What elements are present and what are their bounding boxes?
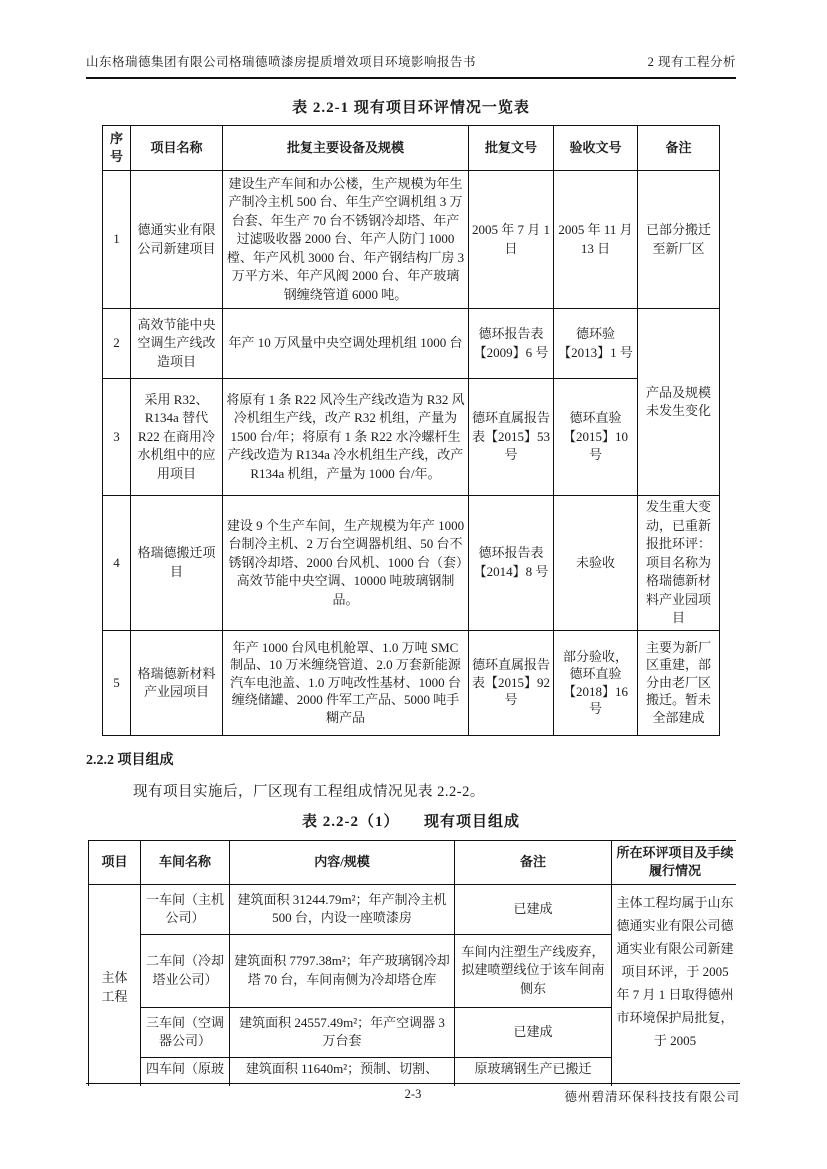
content-cell: 建筑面积 7797.38m²；年产玻璃钢冷却塔 70 台，车间南侧为冷却塔仓库: [230, 934, 455, 1007]
table1-row: [103, 496, 720, 631]
table1-row: [103, 630, 720, 735]
column-header-scale: 批复主要设备及规模: [223, 126, 469, 171]
workshop-cell: 三车间（空调器公司）: [141, 1007, 230, 1057]
remark-cell: 主要为新厂区重建，部分由老厂区搬迁。暂未全部建成: [638, 630, 720, 735]
project-name-cell: 格瑞德搬迁项目: [131, 496, 223, 631]
serial-cell: 5: [103, 630, 131, 735]
serial-cell: 3: [103, 379, 131, 496]
table2-clipped-region: [88, 840, 736, 1086]
column-header-approval-doc: 批复文号: [469, 126, 554, 171]
scale-cell: 将原有 1 条 R22 风冷生产线改造为 R32 风冷机组生产线，改产 R32 机组，产量为 1500 台/年；将原有 1 条 R22 水冷螺杆生产线改造为 R134a 冷水机组生产线，改产 R134a 机组，产量为 1000 台/年。: [223, 379, 469, 496]
acceptance-doc-cell: 德环验【2013】1 号: [554, 309, 638, 379]
table1-row: [103, 379, 720, 496]
project-group-cell: 主体工程: [89, 884, 141, 1086]
column-header-serial: 序号: [103, 126, 131, 171]
remark-cell: 已部分搬迁至新厂区: [638, 171, 720, 309]
scale-cell: 年产 1000 台风电机舱罩、1.0 万吨 SMC 制品、10 万米缠绕管道、2.0 万套新能源汽车电池盖、1.0 万吨改性基材、1000 台缠绕储罐、2000 件军工产品、5000 吨手糊产品: [223, 630, 469, 735]
remark-cell: 已建成: [455, 1007, 612, 1057]
serial-cell: 1: [103, 171, 131, 309]
acceptance-doc-cell: 未验收: [554, 496, 638, 631]
approval-doc-cell: 德环直属报告表【2015】92 号: [469, 630, 554, 735]
column-header-project: 项目: [89, 840, 141, 884]
table-existing-project-composition: [88, 840, 736, 1086]
table2-header-row: [89, 840, 737, 884]
table1-header-row: [103, 126, 720, 171]
page-footer: [86, 1083, 740, 1105]
eia-status-cell: 主体工程均属于山东德通实业有限公司德通实业有限公司新建项目环评，于 2005 年 7 月 1 日取得德州市环境保护局批复，于 2005: [612, 884, 737, 1086]
column-header-workshop: 车间名称: [141, 840, 230, 884]
remark-cell: 车间内注塑生产线废弃，拟建喷塑线位于该车间南侧东: [455, 934, 612, 1007]
project-name-cell: 采用 R32、R134a 替代 R22 在商用冷水机组中的应用项目: [131, 379, 223, 496]
page-header: [86, 52, 736, 79]
body-paragraph: 现有项目实施后，厂区现有工程组成情况见表 2.2-2。: [133, 783, 485, 800]
column-header-content-scale: 内容/规模: [230, 840, 455, 884]
approval-doc-cell: 德环报告表【2009】6 号: [469, 309, 554, 379]
table1-row: [103, 309, 720, 379]
approval-doc-cell: 德环直属报告表【2015】53 号: [469, 379, 554, 496]
column-header-remark: 备注: [638, 126, 720, 171]
scale-cell: 建设生产车间和办公楼，生产规模为年生产制冷主机 500 台、年生产空调机组 3 万台套、年生产 70 台不锈钢冷却塔、年产过滤吸收器 2000 台、年产人防门 1000 樘、年产风机 3000 台、年产钢结构厂房 3 万平方米、年产风阀 2000 台、年产玻璃钢缠绕管道 6000 吨。: [223, 171, 469, 309]
scale-cell: 建设 9 个生产车间，生产规模为年产 1000 台制冷主机、2 万台空调器机组、50 台不锈钢冷却塔、2000 台风机、1000 台（套）高效节能中央空调、10000 吨玻璃钢制品。: [223, 496, 469, 631]
content-cell: 建筑面积 24557.49m²；年产空调器 3 万台套: [230, 1007, 455, 1057]
column-header-project-name: 项目名称: [131, 126, 223, 171]
remark-cell-merged: 产品及规模未发生变化: [638, 309, 720, 496]
table2-row: [89, 884, 737, 934]
column-header-remark: 备注: [455, 840, 612, 884]
project-name-cell: 德通实业有限公司新建项目: [131, 171, 223, 309]
footer-company: 德州碧清环保科技技有限公司: [564, 1090, 740, 1104]
remark-cell: 已建成: [455, 884, 612, 934]
acceptance-doc-cell: 德环直验【2015】10 号: [554, 379, 638, 496]
serial-cell: 2: [103, 309, 131, 379]
workshop-cell: 四车间（原玻: [141, 1057, 230, 1086]
workshop-cell: 二车间（冷却塔业公司）: [141, 934, 230, 1007]
page-number: 2-3: [404, 1087, 422, 1101]
table2-title: 表 2.2-2（1） 现有项目组成: [302, 813, 520, 830]
header-doc-title: 山东格瑞德集团有限公司格瑞德喷漆房提质增效项目环境影响报告书: [86, 55, 477, 69]
project-name-cell: 格瑞德新材料产业园项目: [131, 630, 223, 735]
approval-doc-cell: 德环报告表【2014】8 号: [469, 496, 554, 631]
remark-cell: 原玻璃钢生产已搬迁: [455, 1057, 612, 1086]
workshop-cell: 一车间（主机公司）: [141, 884, 230, 934]
serial-cell: 4: [103, 496, 131, 631]
column-header-eia-status: 所在环评项目及手续履行情况: [612, 840, 737, 884]
column-header-acceptance-doc: 验收文号: [554, 126, 638, 171]
content-cell: 建筑面积 31244.79m²；年产制冷主机 500 台，内设一座喷漆房: [230, 884, 455, 934]
scale-cell: 年产 10 万风量中央空调处理机组 1000 台: [223, 309, 469, 379]
project-name-cell: 高效节能中央空调生产线改造项目: [131, 309, 223, 379]
table1-row: [103, 171, 720, 309]
section-heading: 2.2.2 项目组成: [86, 752, 174, 768]
table-existing-eia-overview: [102, 125, 720, 736]
header-chapter-title: 2 现有工程分析: [647, 55, 736, 69]
remark-cell: 发生重大变动，已重新报批环评：项目名称为格瑞德新材料产业园项目: [638, 496, 720, 631]
table1-title: 表 2.2-1 现有项目环评情况一览表: [292, 100, 530, 116]
approval-doc-cell: 2005 年 7 月 1日: [469, 171, 554, 309]
acceptance-doc-cell: 部分验收，德环直验【2018】16 号: [554, 630, 638, 735]
acceptance-doc-cell: 2005 年 11 月 13 日: [554, 171, 638, 309]
content-cell: 建筑面积 11640m²；预制、切割、: [230, 1057, 455, 1086]
